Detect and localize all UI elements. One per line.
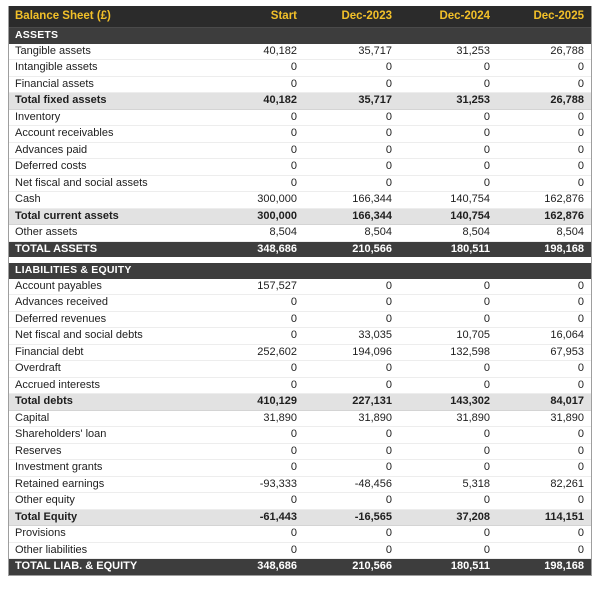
cell-value: 31,890 [304,410,399,427]
table-header [9,6,591,28]
cell-value: 0 [399,493,497,510]
table-row [9,279,591,295]
cell-value: 0 [399,175,497,192]
column-header-start: Start [208,6,304,28]
cell-value: 31,253 [399,44,497,60]
cell-value: 162,876 [497,192,591,209]
row-label: Account payables [9,279,208,295]
cell-value: 0 [304,542,399,559]
cell-value: 0 [304,175,399,192]
section-title: ASSETS [9,28,591,44]
cell-value: 8,504 [208,225,304,242]
row-label: Retained earnings [9,476,208,493]
cell-value: 348,686 [208,559,304,575]
row-label: Other equity [9,493,208,510]
table-row [9,328,591,345]
cell-value: 227,131 [304,394,399,411]
cell-value: 0 [304,142,399,159]
cell-value: 0 [208,377,304,394]
column-header-dec-2025: Dec-2025 [497,6,591,28]
column-header-dec-2023: Dec-2023 [304,6,399,28]
cell-value: 0 [208,126,304,143]
row-label: Shareholders' loan [9,427,208,444]
cell-value: 0 [208,361,304,378]
balance-sheet-body [9,28,591,575]
table-row [9,109,591,126]
cell-value: 0 [497,311,591,328]
cell-value: 0 [497,126,591,143]
cell-value: 0 [304,361,399,378]
cell-value: 114,151 [497,509,591,526]
cell-value: 35,717 [304,93,399,110]
cell-value: 10,705 [399,328,497,345]
cell-value: 0 [304,60,399,77]
table-row [9,526,591,543]
cell-value: 0 [304,526,399,543]
cell-value: 0 [497,175,591,192]
cell-value: 0 [497,542,591,559]
cell-value: 8,504 [497,225,591,242]
cell-value: 5,318 [399,476,497,493]
cell-value: 0 [497,443,591,460]
table-row [9,493,591,510]
cell-value: 0 [304,159,399,176]
row-label: Accrued interests [9,377,208,394]
cell-value: 180,511 [399,559,497,575]
cell-value: 0 [208,60,304,77]
cell-value: 0 [304,443,399,460]
cell-value: -48,456 [304,476,399,493]
table-row [9,295,591,312]
row-label: Advances paid [9,142,208,159]
table-row [9,443,591,460]
cell-value: 0 [208,443,304,460]
table-row [9,344,591,361]
cell-value: 162,876 [497,208,591,225]
cell-value: 0 [497,427,591,444]
table-row [9,225,591,242]
table-row [9,241,591,257]
cell-value: 0 [497,109,591,126]
cell-value: 210,566 [304,559,399,575]
row-label: Deferred revenues [9,311,208,328]
cell-value: 0 [304,126,399,143]
cell-value: 0 [208,542,304,559]
cell-value: 0 [497,526,591,543]
row-label: TOTAL LIAB. & EQUITY [9,559,208,575]
cell-value: 40,182 [208,44,304,60]
table-row [9,377,591,394]
row-label: Reserves [9,443,208,460]
cell-value: 0 [399,311,497,328]
cell-value: 300,000 [208,208,304,225]
cell-value: 33,035 [304,328,399,345]
cell-value: 132,598 [399,344,497,361]
table-row [9,175,591,192]
cell-value: -61,443 [208,509,304,526]
table-row [9,542,591,559]
row-label: Account receivables [9,126,208,143]
cell-value: 31,890 [399,410,497,427]
header-row [9,6,591,28]
table-row [9,394,591,411]
cell-value: 140,754 [399,192,497,209]
cell-value: 26,788 [497,44,591,60]
table-row [9,427,591,444]
cell-value: 0 [208,328,304,345]
table-row [9,142,591,159]
cell-value: 410,129 [208,394,304,411]
cell-value: 0 [497,159,591,176]
row-label: Financial assets [9,76,208,93]
cell-value: 0 [399,377,497,394]
row-label: Other liabilities [9,542,208,559]
cell-value: 0 [208,159,304,176]
cell-value: 348,686 [208,241,304,257]
cell-value: -16,565 [304,509,399,526]
row-label: Deferred costs [9,159,208,176]
cell-value: 0 [497,60,591,77]
row-label: Cash [9,192,208,209]
cell-value: 0 [208,311,304,328]
cell-value: 0 [497,361,591,378]
row-label: Tangible assets [9,44,208,60]
row-label: Inventory [9,109,208,126]
cell-value: 0 [208,526,304,543]
cell-value: 0 [497,76,591,93]
cell-value: 16,064 [497,328,591,345]
cell-value: 0 [208,109,304,126]
cell-value: 0 [304,76,399,93]
cell-value: 0 [208,427,304,444]
table-row [9,93,591,110]
row-label: Net fiscal and social assets [9,175,208,192]
table-row [9,361,591,378]
cell-value: 0 [304,295,399,312]
cell-value: 166,344 [304,208,399,225]
cell-value: 0 [497,295,591,312]
cell-value: 0 [399,361,497,378]
cell-value: 0 [399,142,497,159]
cell-value: 31,253 [399,93,497,110]
cell-value: 26,788 [497,93,591,110]
cell-value: 0 [497,493,591,510]
cell-value: 35,717 [304,44,399,60]
table-row [9,208,591,225]
cell-value: 0 [399,427,497,444]
cell-value: 0 [399,279,497,295]
cell-value: 37,208 [399,509,497,526]
cell-value: 0 [399,76,497,93]
row-label: Other assets [9,225,208,242]
table-row [9,44,591,60]
cell-value: 8,504 [399,225,497,242]
cell-value: 198,168 [497,241,591,257]
cell-value: 0 [304,311,399,328]
row-label: Total Equity [9,509,208,526]
section-header-row [9,28,591,44]
cell-value: 143,302 [399,394,497,411]
section-title: LIABILITIES & EQUITY [9,263,591,279]
cell-value: 0 [208,76,304,93]
cell-value: 0 [208,493,304,510]
cell-value: 0 [304,279,399,295]
cell-value: 0 [208,142,304,159]
cell-value: 67,953 [497,344,591,361]
cell-value: 0 [304,460,399,477]
row-label: Capital [9,410,208,427]
table-row [9,559,591,575]
table-row [9,126,591,143]
cell-value: 0 [497,142,591,159]
cell-value: 0 [497,460,591,477]
column-header-dec-2024: Dec-2024 [399,6,497,28]
table-row [9,76,591,93]
cell-value: 31,890 [208,410,304,427]
cell-value: 0 [399,460,497,477]
row-label: Provisions [9,526,208,543]
cell-value: 252,602 [208,344,304,361]
cell-value: 300,000 [208,192,304,209]
row-label: Financial debt [9,344,208,361]
table-row [9,192,591,209]
cell-value: 84,017 [497,394,591,411]
cell-value: 0 [304,377,399,394]
cell-value: 166,344 [304,192,399,209]
table-row [9,159,591,176]
row-label: Advances received [9,295,208,312]
cell-value: 82,261 [497,476,591,493]
cell-value: 210,566 [304,241,399,257]
cell-value: 0 [399,295,497,312]
table-row [9,509,591,526]
table-row [9,476,591,493]
cell-value: 0 [208,175,304,192]
row-label: Total fixed assets [9,93,208,110]
table-row [9,410,591,427]
cell-value: 0 [399,542,497,559]
cell-value: 0 [304,109,399,126]
row-label: Total debts [9,394,208,411]
row-label: Overdraft [9,361,208,378]
balance-sheet [9,6,591,575]
section-header-row [9,263,591,279]
table-row [9,460,591,477]
cell-value: 0 [304,493,399,510]
balance-sheet-table [8,6,592,576]
cell-value: 40,182 [208,93,304,110]
cell-value: 0 [399,443,497,460]
cell-value: 194,096 [304,344,399,361]
cell-value: 198,168 [497,559,591,575]
cell-value: 31,890 [497,410,591,427]
table-row [9,60,591,77]
cell-value: 8,504 [304,225,399,242]
cell-value: 0 [399,109,497,126]
cell-value: 0 [208,460,304,477]
cell-value: -93,333 [208,476,304,493]
table-title: Balance Sheet (£) [9,6,208,28]
cell-value: 0 [399,526,497,543]
cell-value: 0 [304,427,399,444]
cell-value: 0 [399,159,497,176]
row-label: Total current assets [9,208,208,225]
row-label: TOTAL ASSETS [9,241,208,257]
row-label: Net fiscal and social debts [9,328,208,345]
cell-value: 0 [497,279,591,295]
table-row [9,311,591,328]
cell-value: 0 [497,377,591,394]
cell-value: 157,527 [208,279,304,295]
cell-value: 140,754 [399,208,497,225]
cell-value: 0 [399,60,497,77]
row-label: Investment grants [9,460,208,477]
row-label: Intangible assets [9,60,208,77]
cell-value: 0 [399,126,497,143]
cell-value: 180,511 [399,241,497,257]
cell-value: 0 [208,295,304,312]
